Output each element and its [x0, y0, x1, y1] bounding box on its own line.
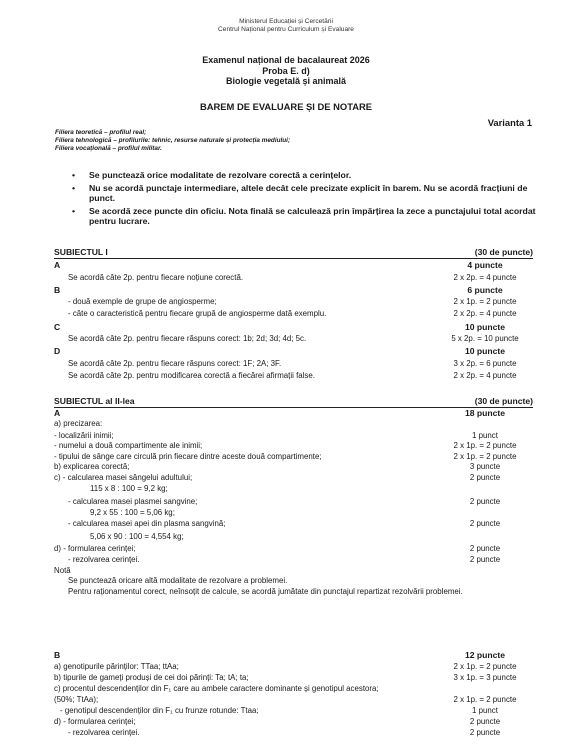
- rule-item: • Se acordă zece puncte din oficiu. Nota finală se calculează prin împărțirea la zece a punctajului total acordat pentru lucrare.: [72, 205, 536, 227]
- center-name: Centrul Național pentru Curriculum și Evaluare: [218, 26, 354, 33]
- scoring-line: Se acordă câte 2p. pentru modificarea corectă a fiecărei afirmații false. 2 x 2p. = 4 puncte: [68, 370, 517, 380]
- page-header: [0, 0, 572, 34]
- subiect-1: [54, 246, 533, 382]
- scoring-line: a) genotipurile părinților: TTaa; ttAa; 2 x 1p. = 2 puncte: [54, 662, 517, 671]
- scoring-line: Se acordă câte 2p. pentru fiecare răspuns corect: 1b; 2d; 3d; 4d; 5c. 5 x 2p. = 10 puncte: [68, 334, 519, 344]
- varianta-label: Varianta 1: [487, 117, 532, 128]
- exam-title-block: [0, 55, 572, 87]
- section-heading: SUBIECTUL I (30 de puncte): [54, 246, 533, 259]
- bullet-icon: •: [72, 205, 76, 216]
- nota-text: Se punctează oricare altă modalitate de rezolvare a problemei.: [68, 576, 288, 586]
- scoring-line: - câte o caracteristică pentru fiecare grupă de angiosperme dată exemplu. 2 x 2p. = 4 puncte: [68, 309, 517, 319]
- nota-text: Pentru raționamentul corect, neînsoțit de calcule, se acordă jumătate din punctajul repartizat rezolvării problemei.: [68, 586, 463, 596]
- bullet-icon: •: [72, 170, 76, 180]
- item-a-heading: A 18 puncte: [54, 408, 506, 419]
- scoring-line: d) - formularea cerinței; 2 puncte: [54, 544, 501, 554]
- scoring-line: - două exemple de grupe de angiosperme; 2 x 1p. = 2 puncte: [68, 297, 517, 307]
- calculation-line: 115 x 8 : 100 = 9,2 kg;: [90, 484, 168, 494]
- ministry-name: Ministerul Educației și Cercetării: [239, 18, 333, 25]
- item-b-heading: B 6 puncte: [54, 284, 503, 295]
- nota-label: Notă: [54, 566, 71, 576]
- scoring-line: - numelui a două compartimente ale inimii; 2 x 1p. = 2 puncte: [54, 441, 517, 451]
- scoring-line: Se acordă câte 2p. pentru fiecare răspuns corect: 1F; 2A; 3F. 3 x 2p. = 6 puncte: [68, 358, 517, 368]
- scoring-line: b) explicarea corectă; 3 puncte: [54, 462, 501, 472]
- rule-item: • Nu se acordă punctaje intermediare, altele decât cele precizate explicit în barem. Nu se acordă fracțiuni de punct.: [72, 182, 528, 204]
- rule-item: • Se punctează orice modalitate de rezolvare corectă a cerințelor.: [72, 170, 352, 180]
- scoring-line: - rezolvarea cerinței. 2 puncte: [68, 555, 501, 565]
- calculation-line: 9,2 x 55 : 100 = 5,06 kg;: [90, 507, 175, 517]
- exam-subject: Biologie vegetală și animală: [225, 76, 347, 86]
- general-rules: [72, 170, 542, 229]
- scoring-line: Se acordă câte 2p. pentru fiecare noțiune corectă. 2 x 2p. = 4 puncte: [68, 272, 517, 282]
- filiera-item: Filiera teoretică – profilul real;: [55, 129, 147, 136]
- calculation-line: 5,06 x 90 : 100 = 4,554 kg;: [90, 531, 184, 541]
- scoring-line: - genotipul descendenților din F₁ cu frunze rotunde: Ttaa; 1 punct: [60, 706, 498, 715]
- scoring-line: d) - formularea cerinței; 2 puncte: [54, 717, 501, 726]
- scoring-line: c) procentul descendenților din F₁ care au ambele caractere dominante și genotipul acestora;: [54, 684, 379, 693]
- scoring-line: (50%; TtAa); 2 x 1p. = 2 puncte: [54, 695, 517, 704]
- section-heading: SUBIECTUL al II-lea (30 de puncte): [54, 395, 533, 408]
- scoring-line: - rezolvarea cerinței. 2 puncte: [68, 728, 501, 737]
- scoring-line: - localizării inimii; 1 punct: [54, 430, 498, 440]
- scoring-line: - calcularea masei apei din plasma sangvină; 2 puncte: [68, 519, 501, 529]
- scoring-line: b) tipurile de gameți produși de cei doi părinți: Ta; tA; ta; 3 x 1p. = 3 puncte: [54, 673, 517, 682]
- exam-title: Examenul național de bacalaureat 2026: [202, 55, 370, 65]
- subiect-2: [54, 395, 533, 597]
- filiera-item: Filiera tehnologică – profilurile: tehnic, resurse naturale și protecția mediului;: [55, 136, 291, 144]
- scoring-line: a) precizarea:: [54, 419, 103, 429]
- filiere-list: [55, 129, 290, 152]
- subiect-2-b: [54, 650, 533, 738]
- scoring-line: - tipului de sânge care circulă prin fiecare dintre aceste două compartimente; 2 x 1p. = 2 puncte: [54, 451, 517, 461]
- item-b-heading: B 12 puncte: [54, 650, 506, 660]
- scoring-line: c) - calcularea masei sângelui adultului; 2 puncte: [54, 472, 501, 482]
- item-a-heading: A 4 puncte: [54, 260, 503, 271]
- barem-title: BAREM DE EVALUARE ȘI DE NOTARE: [199, 100, 373, 112]
- filiera-item: Filiera vocațională – profilul militar.: [55, 144, 162, 152]
- scoring-line: - calcularea masei plasmei sangvine; 2 puncte: [68, 496, 501, 506]
- item-c-heading: C 10 puncte: [54, 321, 506, 332]
- exam-proba: Proba E. d): [262, 65, 310, 76]
- bullet-icon: •: [72, 182, 76, 193]
- item-d-heading: D 10 puncte: [54, 346, 506, 357]
